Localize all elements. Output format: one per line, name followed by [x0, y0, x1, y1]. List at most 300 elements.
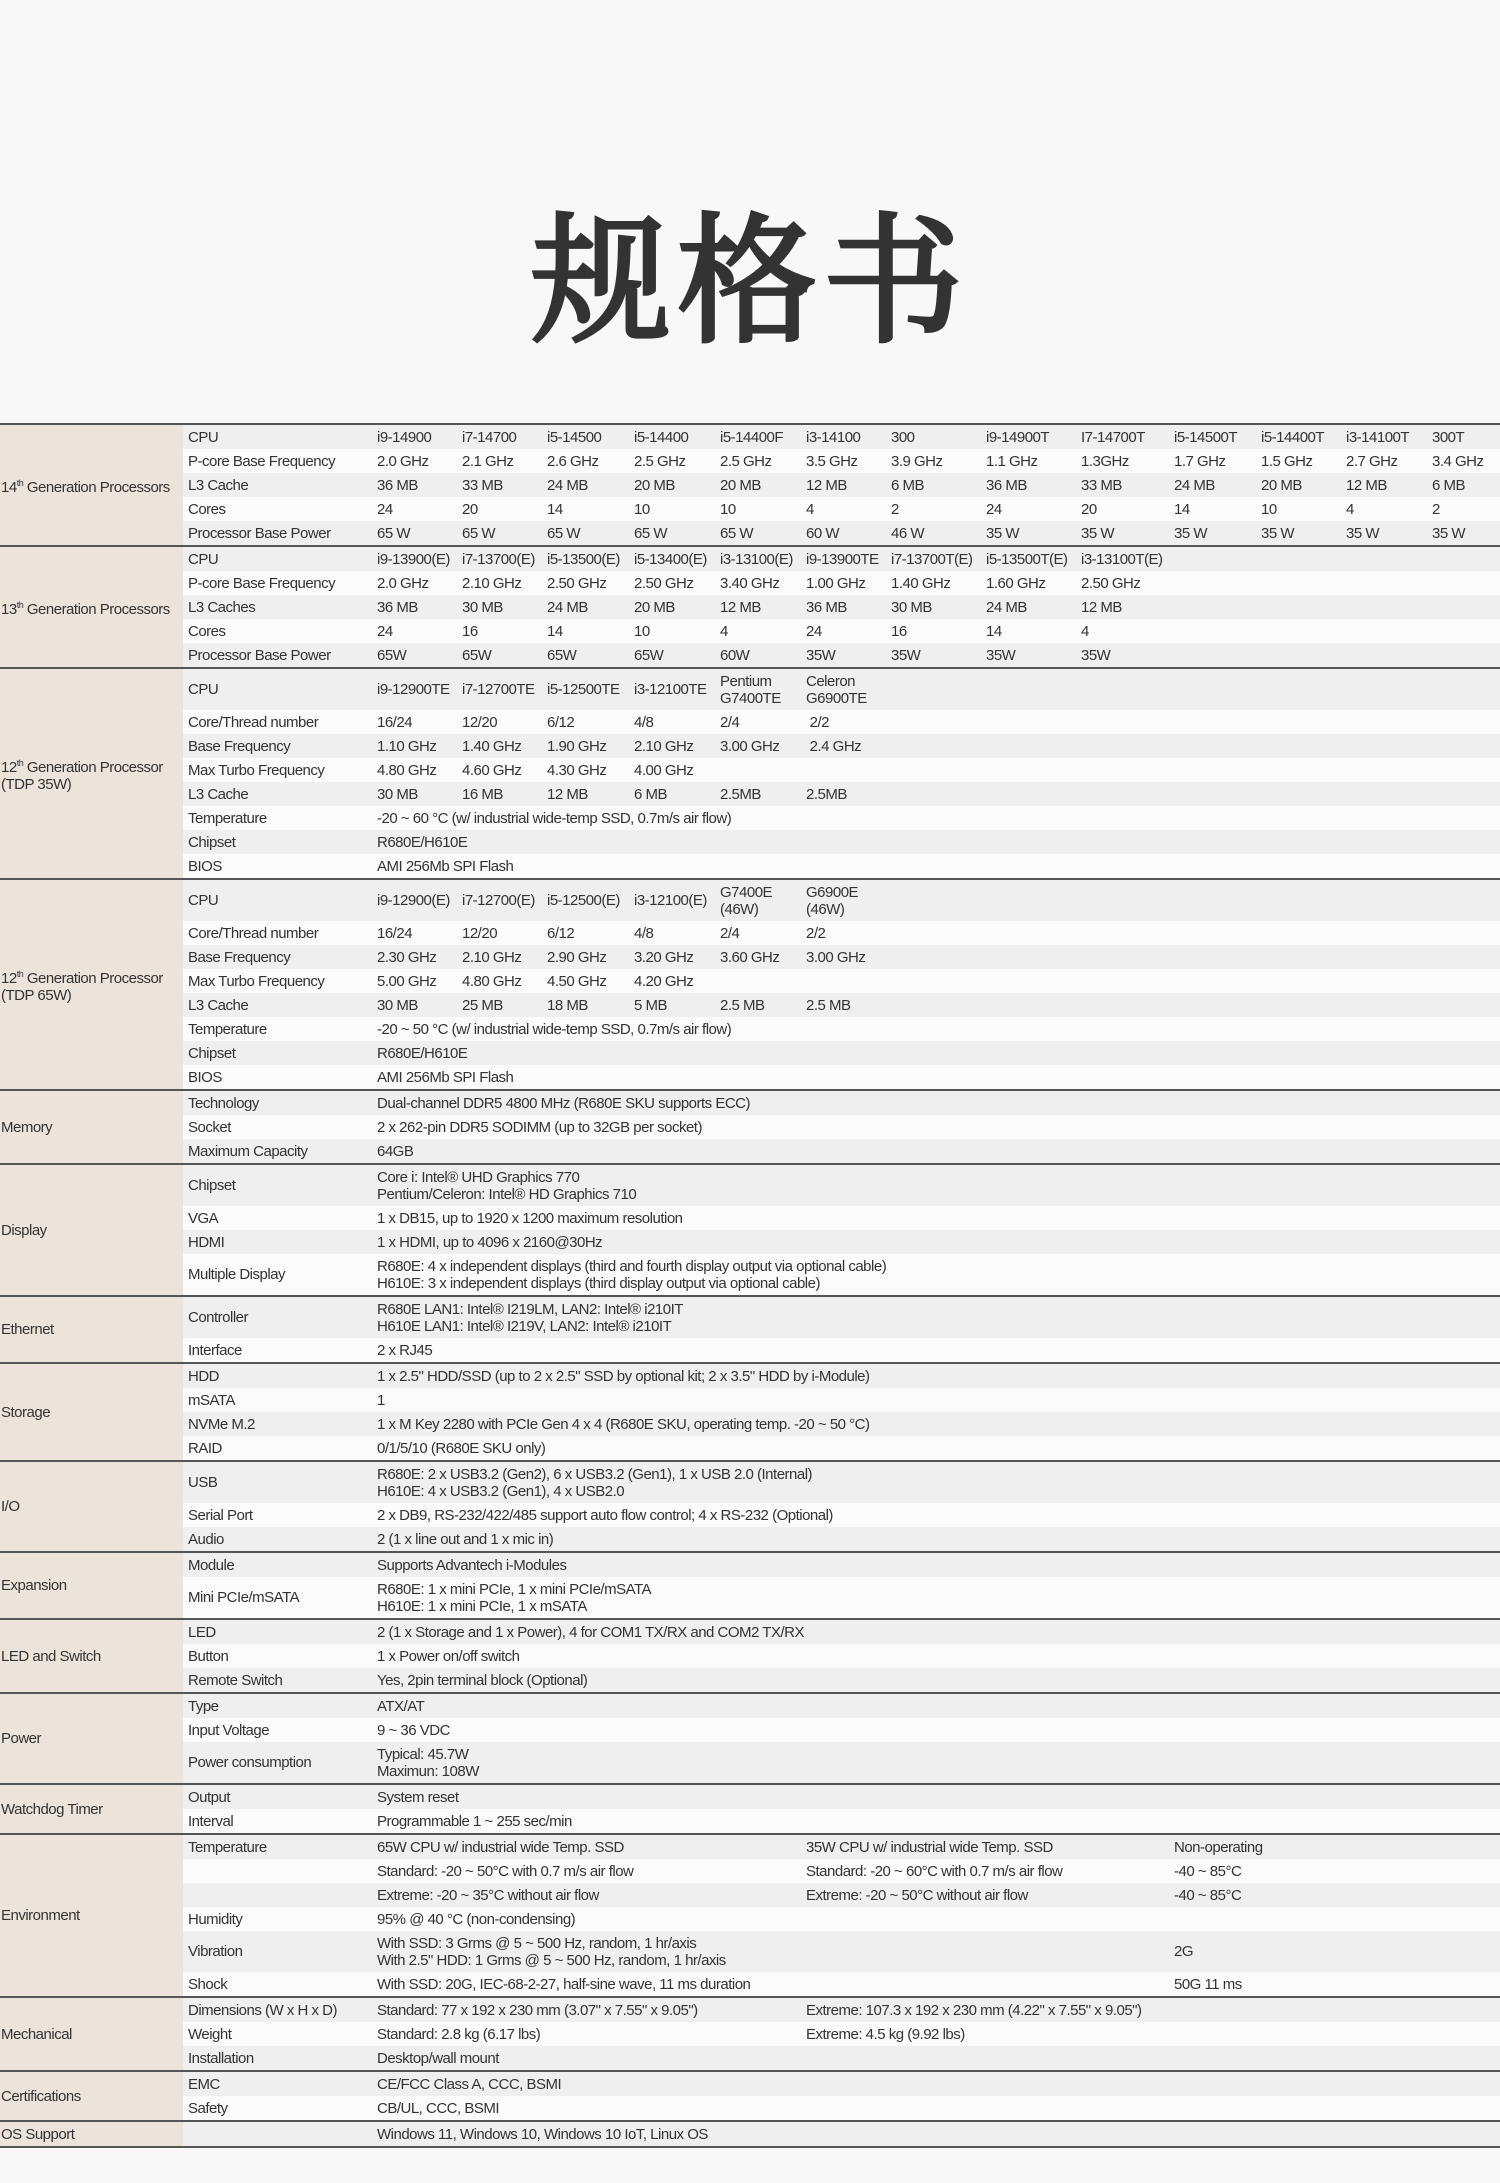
- row-value: 6 MB: [634, 785, 668, 803]
- row-value: Standard: -20 ~ 60°C with 0.7 m/s air flow: [806, 1862, 1063, 1880]
- spec-row: [183, 806, 1500, 830]
- row-value: 2.0 GHz: [377, 574, 429, 592]
- row-value: 5 MB: [634, 996, 668, 1014]
- row-value: 3.4 GHz: [1432, 452, 1484, 470]
- row-value: 3.60 GHz: [720, 948, 780, 966]
- spec-row: [183, 1907, 1500, 1931]
- row-label: P-core Base Frequency: [188, 574, 336, 592]
- spec-row: [183, 854, 1500, 878]
- spec-row: [183, 1577, 1500, 1618]
- row-value: i9-12900(E): [377, 892, 450, 909]
- row-label: CPU: [188, 550, 219, 568]
- row-value: ATX/AT: [377, 1697, 425, 1715]
- row-value: 14: [547, 500, 563, 518]
- row-value: 0/1/5/10 (R680E SKU only): [377, 1439, 546, 1457]
- row-value: 1.90 GHz: [547, 737, 607, 755]
- spec-row: [183, 1254, 1500, 1295]
- row-value: 36 MB: [377, 598, 418, 616]
- row-label: Controller: [188, 1309, 249, 1326]
- row-value: 2.4 GHz: [806, 737, 862, 755]
- row-label: Shock: [188, 1975, 228, 1993]
- section-label-prefix: 12: [1, 969, 17, 987]
- spec-row: [183, 473, 1500, 497]
- section-rows: [183, 1364, 1500, 1460]
- row-label: Output: [188, 1788, 231, 1806]
- spec-row: [183, 497, 1500, 521]
- section-label-prefix: LED and Switch: [1, 1647, 101, 1665]
- row-value: 2 x DB9, RS-232/422/485 support auto flow control; 4 x RS-232 (Optional): [377, 1506, 833, 1524]
- row-value: 2.5 GHz: [720, 452, 772, 470]
- row-label: HDD: [188, 1367, 219, 1385]
- row-value: 24 MB: [547, 598, 588, 616]
- spec-row: [183, 1412, 1500, 1436]
- section-label-text: [1, 1730, 41, 1747]
- row-label: BIOS: [188, 857, 222, 875]
- spec-row: [183, 1436, 1500, 1460]
- row-label: Module: [188, 1556, 235, 1574]
- row-value: 4.20 GHz: [634, 972, 694, 990]
- section-label-text: [1, 1648, 101, 1665]
- spec-row: [183, 1364, 1500, 1388]
- row-value: G6900E (46W): [806, 883, 859, 918]
- row-label: EMC: [188, 2075, 220, 2093]
- row-value: CB/UL, CCC, BSMI: [377, 2099, 500, 2117]
- section-label-text: [1, 2026, 72, 2043]
- row-label: Chipset: [188, 1044, 236, 1062]
- spec-row: [183, 571, 1500, 595]
- spec-row: [183, 1972, 1500, 1996]
- row-value: 60W: [720, 646, 750, 664]
- spec-section: [0, 1835, 1500, 1998]
- spec-section: [0, 425, 1500, 547]
- row-value: 300: [891, 428, 915, 446]
- row-value: With SSD: 3 Grms @ 5 ~ 500 Hz, random, 1 hr/axis With 2.5" HDD: 1 Grms @ 5 ~ 500 Hz, random, 1 hr/axis: [377, 1934, 726, 1969]
- spec-section: [0, 1620, 1500, 1694]
- section-rows: [183, 1620, 1500, 1692]
- spec-row: [183, 993, 1500, 1017]
- row-value: 2.10 GHz: [634, 737, 694, 755]
- section-label: [0, 425, 183, 545]
- section-rows: [183, 1462, 1500, 1551]
- row-value: 14: [547, 622, 563, 640]
- row-value: 2.30 GHz: [377, 948, 437, 966]
- row-value: 4.30 GHz: [547, 761, 607, 779]
- row-value: Yes, 2pin terminal block (Optional): [377, 1671, 588, 1689]
- spec-section: [0, 1998, 1500, 2072]
- row-value: Typical: 45.7W Maximun: 108W: [377, 1745, 479, 1780]
- section-label-text: [1, 597, 170, 618]
- row-value: i5-14500: [547, 428, 602, 446]
- spec-section: [0, 1165, 1500, 1297]
- spec-row: [183, 1388, 1500, 1412]
- row-label: Audio: [188, 1530, 224, 1548]
- row-value: 2.5MB: [720, 785, 761, 803]
- row-value: 3.9 GHz: [891, 452, 943, 470]
- row-value: 18 MB: [547, 996, 588, 1014]
- spec-row: [183, 1206, 1500, 1230]
- section-label: [0, 1091, 183, 1163]
- row-value: 1.40 GHz: [462, 737, 522, 755]
- row-value: 2.5MB: [806, 785, 847, 803]
- spec-row: [183, 710, 1500, 734]
- row-value: 35 W: [1174, 524, 1208, 542]
- row-value: 4.60 GHz: [462, 761, 522, 779]
- row-value: i5-13500T(E): [986, 550, 1068, 568]
- section-label-text: [1, 755, 163, 793]
- row-label: Core/Thread number: [188, 713, 319, 731]
- row-label: Chipset: [188, 833, 236, 851]
- spec-section: [0, 669, 1500, 880]
- row-value: 20 MB: [634, 476, 675, 494]
- row-value: System reset: [377, 1788, 459, 1806]
- row-value: i7-13700(E): [462, 550, 535, 568]
- section-rows: [183, 547, 1500, 667]
- section-rows: [183, 1835, 1500, 1996]
- row-value: 24: [377, 622, 393, 640]
- row-label: Temperature: [188, 1838, 267, 1856]
- row-label: P-core Base Frequency: [188, 452, 336, 470]
- row-value: i3-12100TE: [634, 681, 707, 698]
- row-value: -20 ~ 60 °C (w/ industrial wide-temp SSD, 0.7m/s air flow): [377, 809, 732, 827]
- row-label: Vibration: [188, 1943, 243, 1960]
- row-value: 10: [1261, 500, 1277, 518]
- spec-row: [183, 1644, 1500, 1668]
- row-label: Input Voltage: [188, 1721, 270, 1739]
- section-rows: [183, 1297, 1500, 1362]
- row-label: Interval: [188, 1812, 234, 1830]
- row-label: Temperature: [188, 1020, 267, 1038]
- row-label: Processor Base Power: [188, 646, 331, 664]
- row-value: 2.50 GHz: [634, 574, 694, 592]
- spec-section: [0, 2122, 1500, 2148]
- row-value: 36 MB: [986, 476, 1027, 494]
- row-value: 1.40 GHz: [891, 574, 951, 592]
- row-value: 10: [634, 500, 650, 518]
- section-rows: [183, 2072, 1500, 2120]
- section-label: [0, 1694, 183, 1783]
- section-label-prefix: Ethernet: [1, 1321, 54, 1338]
- row-label: Type: [188, 1697, 219, 1715]
- section-label-ordinal: th: [16, 757, 24, 768]
- spec-row: [183, 521, 1500, 545]
- row-value: 2 (1 x Storage and 1 x Power), 4 for COM1 TX/RX and COM2 TX/RX: [377, 1623, 804, 1641]
- spec-row: [183, 1091, 1500, 1115]
- row-value: 65W: [377, 646, 407, 664]
- spec-row: [183, 1694, 1500, 1718]
- row-label: Remote Switch: [188, 1671, 283, 1689]
- row-label: Serial Port: [188, 1506, 253, 1524]
- spec-section: [0, 880, 1500, 1091]
- row-value: 33 MB: [462, 476, 503, 494]
- row-value: i9-14900T: [986, 428, 1050, 446]
- spec-row: [183, 921, 1500, 945]
- row-value: 24 MB: [547, 476, 588, 494]
- row-value: 46 W: [891, 524, 925, 542]
- section-label-text: [1, 1577, 67, 1594]
- row-label: Temperature: [188, 809, 267, 827]
- row-value: 1: [377, 1391, 385, 1409]
- row-value: 30 MB: [891, 598, 932, 616]
- row-label: USB: [188, 1474, 218, 1491]
- row-value: 35 W: [1081, 524, 1115, 542]
- row-value: 4.00 GHz: [634, 761, 694, 779]
- row-value: Desktop/wall mount: [377, 2049, 499, 2067]
- spec-row: [183, 1859, 1500, 1883]
- row-value: -40 ~ 85°C: [1174, 1886, 1242, 1904]
- row-value: 35 W: [986, 524, 1020, 542]
- row-value: 65 W: [462, 524, 496, 542]
- row-value: 2.10 GHz: [462, 948, 522, 966]
- section-label-text: [1, 2126, 74, 2143]
- row-value: i7-12700(E): [462, 892, 535, 909]
- row-value: 2 x RJ45: [377, 1341, 433, 1359]
- spec-section: [0, 1694, 1500, 1785]
- row-value: 4: [1346, 500, 1354, 518]
- row-value: 6 MB: [891, 476, 925, 494]
- row-value: -40 ~ 85°C: [1174, 1862, 1242, 1880]
- row-value: 2.1 GHz: [462, 452, 514, 470]
- row-value: Pentium G7400TE: [720, 672, 781, 707]
- row-label: L3 Caches: [188, 598, 256, 616]
- row-label: HDMI: [188, 1233, 225, 1251]
- row-label: Max Turbo Frequency: [188, 972, 325, 990]
- section-label-prefix: Display: [1, 1221, 47, 1239]
- row-value: 14: [1174, 500, 1190, 518]
- row-value: 65W: [634, 646, 664, 664]
- row-value: 1 x HDMI, up to 4096 x 2160@30Hz: [377, 1233, 603, 1251]
- row-value: 6/12: [547, 924, 575, 942]
- row-value: 14: [986, 622, 1002, 640]
- row-value: 3.40 GHz: [720, 574, 780, 592]
- row-label: Mini PCIe/mSATA: [188, 1589, 300, 1606]
- row-value: i5-14400: [634, 428, 689, 446]
- row-value: 35 W: [1432, 524, 1466, 542]
- spec-row: [183, 1165, 1500, 1206]
- spec-row: [183, 1998, 1500, 2022]
- row-value: 12/20: [462, 924, 498, 942]
- row-value: 36 MB: [806, 598, 847, 616]
- spec-row: [183, 2046, 1500, 2070]
- row-value: 1.5 GHz: [1261, 452, 1313, 470]
- row-value: 65 W: [377, 524, 411, 542]
- row-value: Standard: 2.8 kg (6.17 lbs): [377, 2025, 541, 2043]
- spec-row: [183, 1835, 1500, 1859]
- row-value: 30 MB: [377, 785, 418, 803]
- row-value: With SSD: 20G, IEC-68-2-27, half-sine wave, 11 ms duration: [377, 1975, 751, 1993]
- section-label-prefix: Mechanical: [1, 2025, 72, 2043]
- row-value: 20 MB: [634, 598, 675, 616]
- row-value: 25 MB: [462, 996, 503, 1014]
- section-rows: [183, 1998, 1500, 2070]
- row-value: 36 MB: [377, 476, 418, 494]
- row-value: 35W: [806, 646, 836, 664]
- spec-row: [183, 1139, 1500, 1163]
- spec-table: [0, 423, 1500, 2148]
- section-label-prefix: Expansion: [1, 1577, 67, 1594]
- row-value: 2.5 GHz: [634, 452, 686, 470]
- row-value: 30 MB: [462, 598, 503, 616]
- row-label: Button: [188, 1647, 229, 1665]
- spec-row: [183, 619, 1500, 643]
- row-value: 35 W: [1346, 524, 1380, 542]
- row-label: mSATA: [188, 1391, 235, 1409]
- row-value: 2G: [1174, 1943, 1194, 1960]
- row-value: 64GB: [377, 1142, 414, 1160]
- section-rows: [183, 1785, 1500, 1833]
- spec-row: [183, 1338, 1500, 1362]
- row-value: G7400E (46W): [720, 883, 773, 918]
- row-value: R680E: 2 x USB3.2 (Gen2), 6 x USB3.2 (Gen1), 1 x USB 2.0 (Internal) H610E: 4 x USB3.2 (Gen1), 4 x USB2.0: [377, 1465, 813, 1500]
- section-label: [0, 1297, 183, 1362]
- row-value: i7-13700T(E): [891, 550, 973, 568]
- spec-section: [0, 1785, 1500, 1835]
- section-rows: [183, 2122, 1500, 2146]
- section-rows: [183, 425, 1500, 545]
- row-label: L3 Cache: [188, 996, 249, 1014]
- section-label-text: [1, 2088, 81, 2105]
- row-value: i3-13100(E): [720, 550, 793, 568]
- row-value: Core i: Intel® UHD Graphics 770 Pentium/Celeron: Intel® HD Graphics 710: [377, 1168, 637, 1203]
- spec-section: [0, 2072, 1500, 2122]
- section-label: [0, 1998, 183, 2070]
- row-value: 65W: [547, 646, 577, 664]
- spec-row: [183, 2072, 1500, 2096]
- row-value: 4/8: [634, 924, 654, 942]
- row-value: Standard: -20 ~ 50°C with 0.7 m/s air flow: [377, 1862, 634, 1880]
- row-label: Base Frequency: [188, 948, 291, 966]
- row-value: i5-12500(E): [547, 892, 620, 909]
- section-label: [0, 1462, 183, 1551]
- row-value: 2/2: [806, 924, 826, 942]
- spec-row: [183, 1065, 1500, 1089]
- spec-row: [183, 595, 1500, 619]
- spec-row: [183, 2096, 1500, 2120]
- spec-row: [183, 1742, 1500, 1783]
- row-value: 20: [1081, 500, 1097, 518]
- row-value: 16/24: [377, 924, 413, 942]
- section-label-ordinal: th: [16, 599, 24, 610]
- row-value: 35W: [986, 646, 1016, 664]
- row-value: 33 MB: [1081, 476, 1122, 494]
- row-value: R680E: 4 x independent displays (third and fourth display output via optional cable) H610E: 3 x independent displays (third display output via optional cable): [377, 1257, 887, 1292]
- spec-row: [183, 1041, 1500, 1065]
- section-label: [0, 547, 183, 667]
- row-value: i7-14700: [462, 428, 517, 446]
- row-value: Programmable 1 ~ 255 sec/min: [377, 1812, 572, 1830]
- section-label-prefix: OS Support: [1, 2125, 75, 2143]
- row-value: i9-14900: [377, 428, 432, 446]
- row-value: 65 W: [720, 524, 754, 542]
- section-rows: [183, 1091, 1500, 1163]
- row-value: 10: [634, 622, 650, 640]
- row-value: 2 (1 x line out and 1 x mic in): [377, 1530, 554, 1548]
- row-value: i3-14100: [806, 428, 861, 446]
- section-label-text: [1, 475, 170, 496]
- row-value: 12 MB: [806, 476, 847, 494]
- spec-row: [183, 1553, 1500, 1577]
- section-label: [0, 1620, 183, 1692]
- row-label: Core/Thread number: [188, 924, 319, 942]
- section-label-suffix: Generation Processor (TDP 65W): [1, 969, 163, 1004]
- section-label: [0, 1835, 183, 1996]
- row-value: 1.3GHz: [1081, 452, 1129, 470]
- row-value: 12 MB: [1081, 598, 1122, 616]
- row-value: 2.50 GHz: [547, 574, 607, 592]
- row-value: 4/8: [634, 713, 654, 731]
- section-label-text: [1, 1321, 54, 1338]
- row-value: 3.00 GHz: [806, 948, 866, 966]
- row-value: 2.50 GHz: [1081, 574, 1141, 592]
- row-label: Maximum Capacity: [188, 1142, 308, 1160]
- section-label-text: [1, 1222, 47, 1239]
- row-value: 2 x 262-pin DDR5 SODIMM (up to 32GB per socket): [377, 1118, 702, 1136]
- spec-section: [0, 1462, 1500, 1553]
- row-value: 10: [720, 500, 736, 518]
- row-value: Extreme: 4.5 kg (9.92 lbs): [806, 2025, 965, 2043]
- row-label: L3 Cache: [188, 785, 249, 803]
- row-value: i5-13500(E): [547, 550, 620, 568]
- section-label: [0, 2072, 183, 2120]
- section-label: [0, 2122, 183, 2146]
- row-value: 6/12: [547, 713, 575, 731]
- spec-row: [183, 880, 1500, 921]
- section-label: [0, 1553, 183, 1618]
- spec-section: [0, 1297, 1500, 1364]
- row-label: Multiple Display: [188, 1266, 286, 1283]
- row-label: Cores: [188, 500, 226, 518]
- row-value: 1 x 2.5" HDD/SSD (up to 2 x 2.5" SSD by optional kit; 2 x 3.5" HDD by i-Module): [377, 1367, 870, 1385]
- section-rows: [183, 669, 1500, 878]
- section-label-suffix: Generation Processors: [23, 478, 170, 496]
- row-label: Interface: [188, 1341, 242, 1359]
- section-label-text: [1, 1498, 20, 1515]
- row-label: LED: [188, 1623, 216, 1641]
- row-value: 2.6 GHz: [547, 452, 599, 470]
- row-value: i3-12100(E): [634, 892, 707, 909]
- row-value: 1 x DB15, up to 1920 x 1200 maximum resolution: [377, 1209, 683, 1227]
- row-value: 30 MB: [377, 996, 418, 1014]
- row-label: CPU: [188, 428, 219, 446]
- spec-section: [0, 547, 1500, 669]
- row-value: 50G 11 ms: [1174, 1975, 1242, 1993]
- spec-row: [183, 2022, 1500, 2046]
- section-label-text: [1, 1801, 103, 1818]
- row-value: 4.80 GHz: [377, 761, 437, 779]
- spec-row: [183, 2122, 1500, 2146]
- row-value: AMI 256Mb SPI Flash: [377, 1068, 514, 1086]
- row-value: 4.50 GHz: [547, 972, 607, 990]
- section-label-prefix: 14: [1, 478, 17, 496]
- row-label: Humidity: [188, 1910, 243, 1928]
- row-value: Windows 11, Windows 10, Windows 10 IoT, Linux OS: [377, 2125, 708, 2143]
- section-label-ordinal: th: [16, 477, 24, 488]
- section-label: [0, 1364, 183, 1460]
- row-label: Weight: [188, 2025, 232, 2043]
- row-label: CPU: [188, 892, 219, 909]
- row-label: Processor Base Power: [188, 524, 331, 542]
- spec-row: [183, 1527, 1500, 1551]
- row-value: 16: [462, 622, 478, 640]
- spec-row: [183, 1230, 1500, 1254]
- row-value: 5.00 GHz: [377, 972, 437, 990]
- section-label-prefix: Memory: [1, 1118, 53, 1136]
- row-value: 24 MB: [1174, 476, 1215, 494]
- row-value: 1.1 GHz: [986, 452, 1038, 470]
- row-value: 2.5 MB: [720, 996, 765, 1014]
- row-value: I7-14700T: [1081, 428, 1145, 446]
- section-label-suffix: Generation Processor (TDP 35W): [1, 758, 163, 793]
- section-rows: [183, 1553, 1500, 1618]
